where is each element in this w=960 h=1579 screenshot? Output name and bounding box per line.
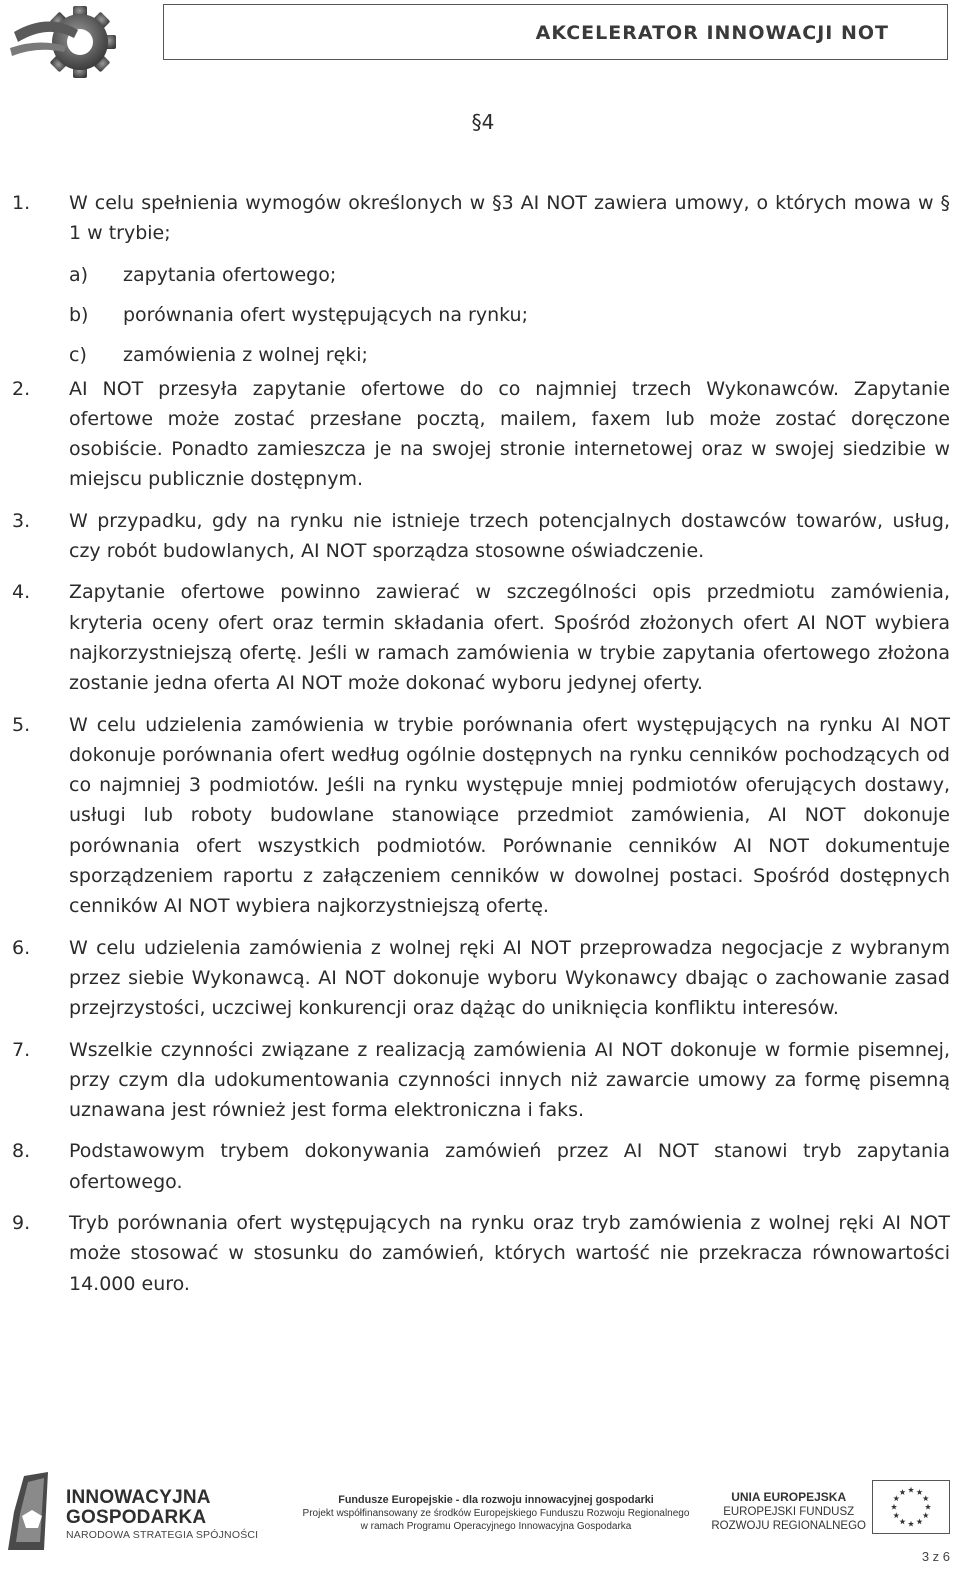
item-text: W celu udzielenia zamówienia w trybie porównania ofert występujących na rynku AI NOT dokonuje porównania ofert według ogólnie dostępnych na rynku cenników pochodzących od co najmniej 3 podmiotów. Jeśli na rynku występuje mniej podmiotów oferujących dostawy, usługi lub roboty budowlane stanowiące przedmiot zamówienia, AI NOT dokonuje porównania ofert wszystkich podmiotów. Porównanie cenników AI NOT dokumentuje sporządzeniem raportu z załączeniem cenników w dowolnej postaci. Spośród dostępnych cenników AI NOT wybiera najkorzystniejszą ofertę.	[69, 713, 950, 918]
list-item	[0, 1208, 960, 1299]
sub-item-text: zamówienia z wolnej ręki;	[123, 343, 368, 366]
list-item	[0, 1035, 960, 1126]
item-number: 5.	[12, 713, 31, 736]
item-number: 2.	[12, 377, 31, 400]
item-text: W przypadku, gdy na rynku nie istnieje trzech potencjalnych dostawców towarów, usług, czy robót budowlanych, AI NOT sporządza stosowne oświadczenie.	[69, 509, 950, 563]
item-text: W celu udzielenia zamówienia z wolnej ręki AI NOT przeprowadza negocjacje z wybranym przez siebie Wykonawcą. AI NOT dokonuje wyboru Wykonawcy dbając o zachowanie zasad przejrzystości, uczciwej konkurencji oraz dążąc do uniknięcia konfliktu interesów.	[69, 936, 950, 1020]
header-title: AKCELERATOR INNOWACJI NOT	[535, 22, 889, 44]
header-banner	[163, 4, 948, 60]
item-text: Podstawowym trybem dokonywania zamówień przez AI NOT stanowi tryb zapytania ofertowego.	[69, 1140, 950, 1193]
list-item	[0, 933, 960, 1024]
item-text: AI NOT przesyła zapytanie ofertowe do co najmniej trzech Wykonawców. Zapytanie ofertowe może zostać przesłane pocztą, mailem, faxem lub może zostać doręczone osobiście. Ponadto zamieszcza je na swojej stronie internetowej oraz w swojej siedzibie w miejscu publicznie dostępnym.	[69, 377, 950, 491]
sub-list-item	[0, 300, 960, 340]
sub-item-letter: a)	[69, 263, 89, 286]
item-number: 7.	[12, 1038, 31, 1061]
eu-flag-icon	[872, 1480, 950, 1534]
document-body	[0, 188, 960, 1310]
footer-logos	[0, 1466, 960, 1556]
item-number: 1.	[12, 192, 31, 214]
funding-statement: Fundusze Europejskie - dla rozwoju innowacyjnej gospodarki Projekt współfinansowany ze środków Europejskiego Funduszu Rozwoju Regionalnego w ramach Programu Operacyjnego Innowacyjna Gospodarka	[302, 1494, 690, 1532]
list-item	[0, 506, 960, 567]
item-number: 4.	[12, 581, 31, 604]
item-number: 6.	[12, 936, 31, 959]
item-number: 9.	[12, 1212, 31, 1235]
list-item	[0, 577, 960, 698]
sub-item-text: porównania ofert występujących na rynku;	[123, 303, 528, 326]
list-item	[0, 374, 960, 495]
item-text: Zapytanie ofertowe powinno zawierać w szczególności opis przedmiotu zamówienia, kryteria oceny ofert oraz termin składania ofert. Spośród złożonych ofert AI NOT wybiera najkorzystniejszą ofertę. Jeśli w ramach zamówienia w trybie zapytania ofertowego złożona zostanie jedna oferta AI NOT może dokonać wyboru jedynej oferty.	[69, 581, 950, 695]
sub-item-letter: b)	[69, 303, 89, 326]
list-item	[0, 710, 960, 922]
innowacyjna-gospodarka-logo: INNOWACYJNA GOSPODARKA NARODOWA STRATEGIA SPÓJNOŚCI	[66, 1487, 259, 1541]
sub-item-text: zapytania ofertowego;	[123, 263, 337, 286]
sub-item-letter: c)	[69, 343, 87, 366]
list-item	[0, 1136, 960, 1197]
sub-list-item	[0, 260, 960, 300]
item-text: Tryb porównania ofert występujących na rynku oraz tryb zamówienia z wolnej ręki AI NOT może stosować w stosunku do zamówień, których wartość nie przekracza równowartości 14.000 euro.	[69, 1212, 950, 1295]
item-number: 8.	[12, 1140, 31, 1163]
eu-fund-label: UNIA EUROPEJSKA EUROPEJSKI FUNDUSZ ROZWOJU REGIONALNEGO	[711, 1490, 866, 1532]
gear-logo-icon	[8, 2, 128, 78]
page-number: 3 z 6	[921, 1549, 950, 1564]
list-item	[0, 188, 960, 249]
item-text: Wszelkie czynności związane z realizacją zamówienia AI NOT dokonuje w formie pisemnej, przy czym dla udokumentowania czynności innych niż zawarcie umowy za formę pisemną uznawana jest również jest forma elektroniczna i faks.	[69, 1038, 950, 1122]
innowacyjna-gospodarka-emblem-icon	[4, 1472, 60, 1550]
item-number: 3.	[12, 509, 31, 532]
sub-list	[0, 260, 960, 380]
section-heading: §4	[471, 110, 495, 134]
item-text: W celu spełnienia wymogów określonych w §3 AI NOT zawiera umowy, o których mowa w § 1 w trybie;	[69, 192, 950, 245]
